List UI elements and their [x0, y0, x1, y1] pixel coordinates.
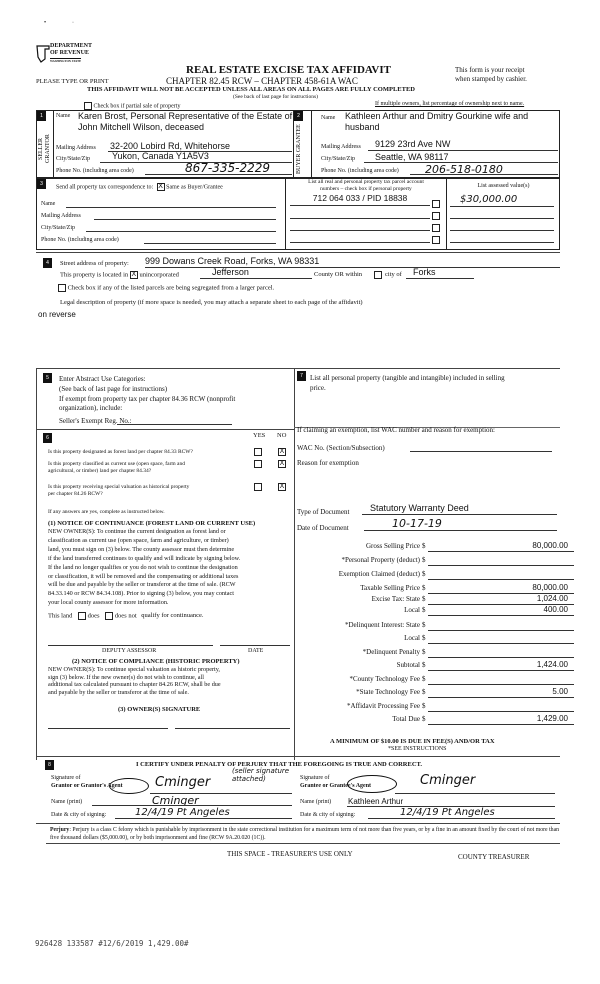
owner-signature-title: (3) OWNER(S) SIGNATURE — [118, 706, 201, 713]
unincorporated-checkbox[interactable]: X — [131, 271, 137, 278]
historic-yes-checkbox[interactable] — [254, 483, 262, 491]
buyer-name-label: Name — [321, 115, 336, 121]
notice-line: if the land transferred continues to qualify and will indicate by signing below. — [48, 554, 241, 562]
buyer-address-field[interactable]: 9129 23rd Ave NW — [375, 139, 451, 149]
rule — [362, 514, 557, 515]
wac-field[interactable] — [410, 451, 552, 452]
current-use-yes-checkbox[interactable] — [254, 460, 262, 468]
amount-row-excise-local: Local $ 400.00 — [300, 606, 590, 617]
owner-signature-field-2[interactable] — [175, 728, 290, 729]
partial-sale-checkbox[interactable] — [84, 102, 92, 110]
rule — [450, 206, 554, 207]
amount-row-affidavit-fee: *Affidavit Processing Fee $ — [300, 702, 590, 713]
grantor-date-label: Date & city of signing: — [51, 812, 107, 818]
seller-address-field[interactable]: 32-200 Lobird Rd, Whitehorse — [110, 141, 231, 151]
seller-signature-note: (seller signature attached) — [232, 767, 290, 783]
perjury-label: Perjury — [50, 827, 70, 833]
legal-description-field[interactable]: on reverse — [38, 310, 76, 319]
historic-no-checkbox[interactable]: X — [279, 483, 285, 490]
buyer-city-label: City/State/Zip — [321, 156, 355, 162]
section-3-badge: 3 — [37, 179, 46, 189]
seller-phone-field[interactable]: 867-335-2229 — [185, 161, 271, 175]
city-checkbox[interactable] — [374, 271, 382, 279]
rule — [406, 278, 474, 279]
amount-label: Subtotal — [396, 661, 420, 669]
amount-label: Taxable Selling Price — [360, 584, 420, 592]
section-2-badge: 2 — [294, 111, 303, 121]
warning-text: THIS AFFIDAVIT WILL NOT BE ACCEPTED UNLESS ALL AREAS ON ALL PAGES ARE FULLY COMPLETED — [87, 86, 415, 93]
exemption-label: If claiming an exemption, list WAC number and reason for exemption: — [297, 426, 495, 434]
seller-exempt-label: Seller's Exempt Reg. No.: — [59, 417, 132, 425]
divider — [36, 429, 294, 430]
subtotal-field[interactable]: 1,424.00 — [536, 660, 568, 669]
continuance-row — [48, 612, 204, 620]
rule — [115, 818, 292, 819]
doc-type-field[interactable]: Statutory Warranty Deed — [370, 503, 469, 513]
logo-line3: WASHINGTON STATE — [50, 59, 82, 63]
parcel-1-personal-checkbox[interactable] — [432, 200, 440, 208]
amount-row-subtotal: Subtotal $ 1,424.00 — [300, 661, 590, 672]
assessed-value-1[interactable]: $30,000.00 — [460, 194, 518, 205]
amount-label: *Delinquent Interest: State — [344, 621, 420, 629]
same-as-buyer-checkbox[interactable]: X — [158, 183, 163, 190]
assessed-header: List assessed value(s) — [477, 183, 530, 189]
reason-label: Reason for exemption — [297, 459, 359, 467]
grantor-sig-label1: Signature of — [51, 775, 81, 781]
section-5-badge: 5 — [43, 373, 52, 383]
personal-property-line1: List all personal property (tangible and intangible) included in selling — [310, 374, 505, 382]
see-back-note: (See back of last page for instructions) — [233, 94, 318, 100]
no-header: NO — [277, 432, 287, 439]
abstract-use-note: (See back of last page for instructions) — [59, 385, 168, 393]
notice-line: your local county assessor for more information. — [48, 599, 169, 607]
please-type-label: PLEASE TYPE OR PRINT — [36, 78, 109, 85]
legal-description-label: Legal description of property (if more space is needed, you may attach a separate sheet to each page of the affidavit) — [60, 299, 363, 306]
amount-row-exemption: Exemption Claimed (deduct) $ — [300, 570, 590, 581]
segregated-label: Check box if any of the listed parcels are being segregated from a larger parcel. — [67, 284, 275, 292]
amount-row-state-tech-fee: *State Technology Fee $ 5.00 — [300, 688, 590, 699]
does-not-label: does not — [114, 612, 137, 620]
seller-address-label: Mailing Address — [56, 145, 96, 151]
grantee-sig-label1: Signature of — [300, 775, 330, 781]
notice-line: 84.33.140 or RCW 84.34.108). Prior to signing (3) below, you may contact — [48, 590, 234, 598]
amount-row-delinquent-interest-state: *Delinquent Interest: State $ — [300, 621, 590, 632]
gross-selling-price-field[interactable]: 80,000.00 — [532, 541, 568, 550]
seller-city-label: City/State/Zip — [56, 156, 90, 162]
seller-phone-label: Phone No. (including area code) — [56, 168, 134, 174]
amount-label: Local — [404, 606, 420, 614]
unincorporated-label: unincorporated — [139, 271, 179, 279]
amount-label: Total Due — [392, 715, 420, 723]
partial-sale-row — [84, 102, 180, 110]
notice-continuance-title: (1) NOTICE OF CONTINUANCE (FOREST LAND OR CURRENT USE) — [48, 520, 256, 527]
amount-label: Excise Tax: State — [371, 595, 420, 603]
parcel-2-personal-checkbox[interactable] — [432, 212, 440, 220]
seller-name-label: Name — [56, 113, 71, 119]
scan-mark: • — [44, 20, 47, 26]
notice-line: will be due and payable by the seller or transferor at the time of sale. (RCW — [48, 581, 236, 589]
seller-city-field[interactable]: Yukon, Canada Y1A5V3 — [112, 151, 209, 161]
grantee-date-field[interactable]: 12/4/19 Pt Angeles — [400, 807, 495, 818]
state-tech-fee-field[interactable]: 5.00 — [552, 687, 568, 696]
divider — [53, 111, 54, 178]
deputy-assessor-signature-field[interactable] — [48, 645, 213, 646]
agent-circle-mark — [109, 778, 149, 794]
same-as-buyer-label: Same as Buyer/Grantee — [166, 184, 223, 191]
buyer-name-line2[interactable]: husband — [345, 122, 380, 132]
rule — [395, 793, 555, 794]
form-title: REAL ESTATE EXCISE TAX AFFIDAVIT — [186, 64, 391, 76]
rule — [92, 805, 292, 806]
question-current-use-text2: agricultural, or timber) land per chapter 84.34? — [48, 468, 152, 474]
excise-state-field[interactable]: 1,024.00 — [536, 594, 568, 603]
forest-no-checkbox[interactable]: X — [279, 448, 285, 455]
street-field[interactable]: 999 Dowans Creek Road, Forks, WA 98331 — [145, 256, 320, 266]
buyer-name-line1[interactable]: Kathleen Arthur and Dmitry Gourkine wife and — [345, 111, 529, 121]
street-label: Street address of property: — [60, 260, 129, 267]
amount-row-county-tech-fee: *County Technology Fee $ — [300, 675, 590, 686]
notice-line: classification as current use (open space, farm and agriculture, or timber) — [48, 536, 229, 544]
seller-grantor-label: SELLER GRANTOR — [38, 134, 51, 164]
parcel-number-2[interactable] — [290, 218, 430, 219]
does-not-qualify-checkbox[interactable] — [105, 612, 113, 620]
parcel-header-line1: List all real and personal property tax parcel account — [308, 179, 424, 185]
grantee-date-label: Date & city of signing: — [300, 812, 356, 818]
assessed-value-2[interactable] — [450, 218, 554, 219]
deputy-assessor-label: DEPUTY ASSESSOR — [102, 648, 157, 654]
amount-row-delinquent-interest-local: Local $ — [300, 634, 590, 645]
notice-line: If the land no longer qualifies or you do not wish to continue the designation — [48, 563, 238, 571]
multiple-owners-note: If multiple owners, list percentage of ownership next to name. — [375, 101, 525, 107]
total-due-field[interactable]: 1,429.00 — [536, 714, 568, 723]
dor-logo — [36, 43, 96, 69]
logo-line2: OF REVENUE — [50, 50, 89, 56]
does-qualify-checkbox[interactable] — [78, 612, 86, 620]
corr-city-label: City/State/Zip — [41, 225, 75, 231]
rule — [368, 150, 558, 151]
qualify-label: qualify for continuance. — [141, 612, 204, 620]
amount-row-personal-property: *Personal Property (deduct) $ — [300, 556, 590, 567]
notice-line: and payable by the seller or transferor at the time of sale. — [48, 688, 189, 696]
amount-label: Gross Selling Price — [365, 542, 420, 550]
segregated-row — [58, 284, 274, 292]
assessed-value-3[interactable] — [450, 230, 554, 231]
section-8-badge: 8 — [45, 760, 54, 770]
amount-row-delinquent-penalty: *Delinquent Penalty $ — [300, 648, 590, 659]
taxable-selling-price-field[interactable]: 80,000.00 — [532, 583, 568, 592]
current-use-no-checkbox[interactable]: X — [279, 460, 285, 467]
grantee-name-field[interactable]: Kathleen Arthur — [348, 797, 404, 806]
assessed-value-4[interactable] — [450, 242, 554, 243]
parcel-number-4[interactable] — [290, 242, 430, 243]
parcel-number-3[interactable] — [290, 230, 430, 231]
rule — [145, 267, 560, 268]
located-label: This property is located in — [60, 271, 129, 279]
rule — [200, 278, 312, 279]
receipt-note-1: This form is your receipt — [455, 66, 525, 74]
parcel-4-personal-checkbox[interactable] — [432, 236, 440, 244]
yes-header: YES — [253, 432, 266, 439]
buyer-city-field[interactable]: Seattle, WA 98117 — [375, 152, 449, 162]
scan-mark: · — [72, 20, 74, 26]
deputy-assessor-date-field[interactable] — [220, 645, 290, 646]
divider — [36, 368, 37, 760]
amount-label: *State Technology Fee — [356, 688, 420, 696]
amount-row-total-due: Total Due $ 1,429.00 — [300, 715, 590, 726]
grantee-signature[interactable]: Cminger — [420, 773, 476, 788]
parcel-3-personal-checkbox[interactable] — [432, 224, 440, 232]
amount-label: *Affidavit Processing Fee — [347, 702, 420, 710]
abstract-use-exempt-line1: If exempt from property tax per chapter 84.36 RCW (nonprofit — [59, 395, 236, 403]
buyer-phone-field[interactable]: 206-518-0180 — [425, 163, 503, 176]
seller-name-line2[interactable]: John Mitchell Wilson, deceased — [78, 122, 205, 132]
amount-label: *Delinquent Penalty — [362, 648, 420, 656]
rule — [364, 530, 557, 531]
logo-line1: DEPARTMENT — [50, 43, 93, 49]
grantor-signature[interactable]: Cminger — [155, 775, 211, 790]
grantee-name-label: Name (print) — [300, 799, 332, 805]
partial-sale-label: Check box if partial sale of property — [93, 103, 181, 110]
buyer-grantee-label: BUYER GRANTEE — [296, 124, 302, 174]
parcel-number-1[interactable]: 712 064 033 / PID 18838 — [312, 193, 408, 203]
divider — [36, 823, 560, 824]
minimum-note: A MINIMUM OF $10.00 IS DUE IN FEE(S) AND/OR TAX — [330, 738, 495, 745]
correspondence-label: Send all property tax correspondence to: — [56, 184, 154, 191]
amount-label: *Personal Property (deduct) — [341, 556, 420, 564]
section-6-badge: 6 — [43, 433, 52, 443]
divider — [311, 111, 312, 178]
divider — [36, 252, 560, 253]
amount-label: *County Technology Fee — [349, 675, 420, 683]
divider — [46, 843, 560, 844]
personal-property-line2: price. — [310, 384, 326, 392]
city-of-label: city of — [385, 271, 402, 278]
excise-local-field[interactable]: 400.00 — [543, 605, 568, 614]
divider — [36, 368, 560, 369]
receipt-note-2: when stamped by cashier. — [455, 75, 527, 83]
corr-name-label: Name — [41, 201, 56, 207]
abstract-use-title: Enter Abstract Use Categories: — [59, 375, 146, 383]
section-7-badge: 7 — [297, 371, 306, 381]
amount-row-excise-state: Excise Tax: State $ 1,024.00 — [300, 595, 590, 606]
if-yes-note: If any answers are yes, complete as instructed below. — [48, 509, 165, 515]
notice-line: additional tax calculated pursuant to chapter 84.26 RCW, shall be due — [48, 681, 221, 688]
abstract-use-exempt-line2: organization), include: — [59, 404, 123, 412]
seller-name-line1[interactable]: Karen Brost, Personal Representative of the Estate of — [78, 111, 293, 121]
grantor-sig-label2: Grantor or Grantor's Agent — [51, 783, 123, 789]
notice-compliance-body — [48, 666, 221, 696]
county-or-label: County OR within — [314, 271, 363, 278]
forest-yes-checkbox[interactable] — [254, 448, 262, 456]
notice-line: land, you must sign on (3) below. The county assessor must then determine — [48, 545, 235, 553]
correspondence-row — [56, 183, 223, 191]
county-field[interactable]: Jefferson — [212, 267, 249, 277]
buyer-phone-label: Phone No. (including area code) — [321, 168, 399, 174]
agent-circle-mark — [347, 775, 397, 793]
amount-label: Local — [404, 634, 420, 642]
divider — [36, 756, 560, 757]
corr-address-label: Mailing Address — [41, 213, 81, 219]
notice-line: or classification, it will be removed and the compensating or additional taxes — [48, 572, 239, 580]
section-1-badge: 1 — [37, 111, 46, 121]
amount-label: Exemption Claimed (deduct) — [338, 570, 420, 578]
question-historic-text1: Is this property receiving special valuation as historical property — [48, 484, 190, 490]
corr-name-field[interactable] — [66, 207, 276, 208]
notice-line: NEW OWNER(S): To continue the current designation as forest land or — [48, 528, 226, 535]
question-forest-text: Is this property designated as forest land per chapter 84.33 RCW? — [48, 449, 193, 455]
owner-signature-field-1[interactable] — [48, 728, 168, 729]
corr-city-field[interactable] — [86, 231, 276, 232]
notice-compliance-title: (2) NOTICE OF COMPLIANCE (HISTORIC PROPERTY) — [72, 658, 240, 665]
amount-row-gross-selling-price: Gross Selling Price $ 80,000.00 — [300, 542, 590, 553]
wac-label: WAC No. (Section/Subsection) — [297, 444, 385, 452]
this-land-label: This land — [48, 612, 73, 620]
notice-line: NEW OWNER(S): To continue special valuation as historic property, — [48, 666, 220, 673]
perjury-notice — [50, 826, 560, 842]
cashier-stamp: 926428 133587 #12/6/2019 1,429.00# — [35, 939, 189, 948]
abstract-use-block — [59, 374, 235, 412]
grantor-name-label: Name (print) — [51, 799, 83, 805]
form-subtitle: CHAPTER 82.45 RCW – CHAPTER 458-61A WAC — [166, 76, 358, 86]
treasurer-use-label: THIS SPACE - TREASURER'S USE ONLY — [227, 850, 353, 858]
corr-phone-field[interactable] — [144, 243, 276, 244]
segregated-checkbox[interactable] — [58, 284, 66, 292]
question-historic-text2: per chapter 84.26 RCW? — [48, 491, 103, 497]
grantee-sig-label2: Grantee or Grantee's Agent — [300, 783, 372, 789]
rule — [368, 818, 555, 819]
notice-continuance-body — [48, 528, 240, 608]
perjury-text: : Perjury is a class C felony which is punishable by imprisonment in the state correctional institution for a maximum term of not more than five years, or by a fine in an amount fixed by the court of not more than five thousand dollars ($5,000.00), or by both imprisonment and fine (RCW 9A.20.020 (1C)). — [50, 827, 560, 841]
corr-phone-label: Phone No. (including area code) — [41, 237, 119, 243]
doc-date-field[interactable]: 10-17-19 — [392, 517, 442, 530]
parcel-header-line2: numbers – check box if personal property — [320, 186, 412, 192]
grantor-date-field[interactable]: 12/4/19 Pt Angeles — [135, 807, 230, 818]
buyer-address-label: Mailing Address — [321, 144, 361, 150]
date-label: DATE — [248, 648, 264, 654]
amount-row-taxable-selling-price: Taxable Selling Price $ 80,000.00 — [300, 584, 590, 595]
rule — [290, 205, 430, 206]
parcel-header — [286, 179, 446, 193]
notice-line: sign (3) below. If the new owner(s) do not wish to continue, all — [48, 673, 204, 681]
doc-type-label: Type of Document — [297, 508, 350, 516]
seller-exempt-field[interactable] — [117, 424, 232, 425]
location-row — [60, 271, 179, 279]
washington-state-icon — [36, 45, 50, 63]
doc-date-label: Date of Document — [297, 524, 349, 532]
question-current-use-text1: Is this property classified as current use (open space, farm and — [48, 461, 185, 467]
see-instructions-note: *SEE INSTRUCTIONS — [388, 746, 447, 752]
county-treasurer-label: COUNTY TREASURER — [458, 853, 530, 861]
certify-title: I CERTIFY UNDER PENALTY OF PERJURY THAT THE FOREGOING IS TRUE AND CORRECT. — [136, 761, 423, 768]
section-4-badge: 4 — [43, 258, 52, 268]
does-label: does — [87, 612, 100, 620]
corr-address-field[interactable] — [94, 219, 276, 220]
grantor-name-field[interactable]: Cminger — [152, 794, 199, 807]
city-field[interactable]: Forks — [413, 267, 436, 277]
